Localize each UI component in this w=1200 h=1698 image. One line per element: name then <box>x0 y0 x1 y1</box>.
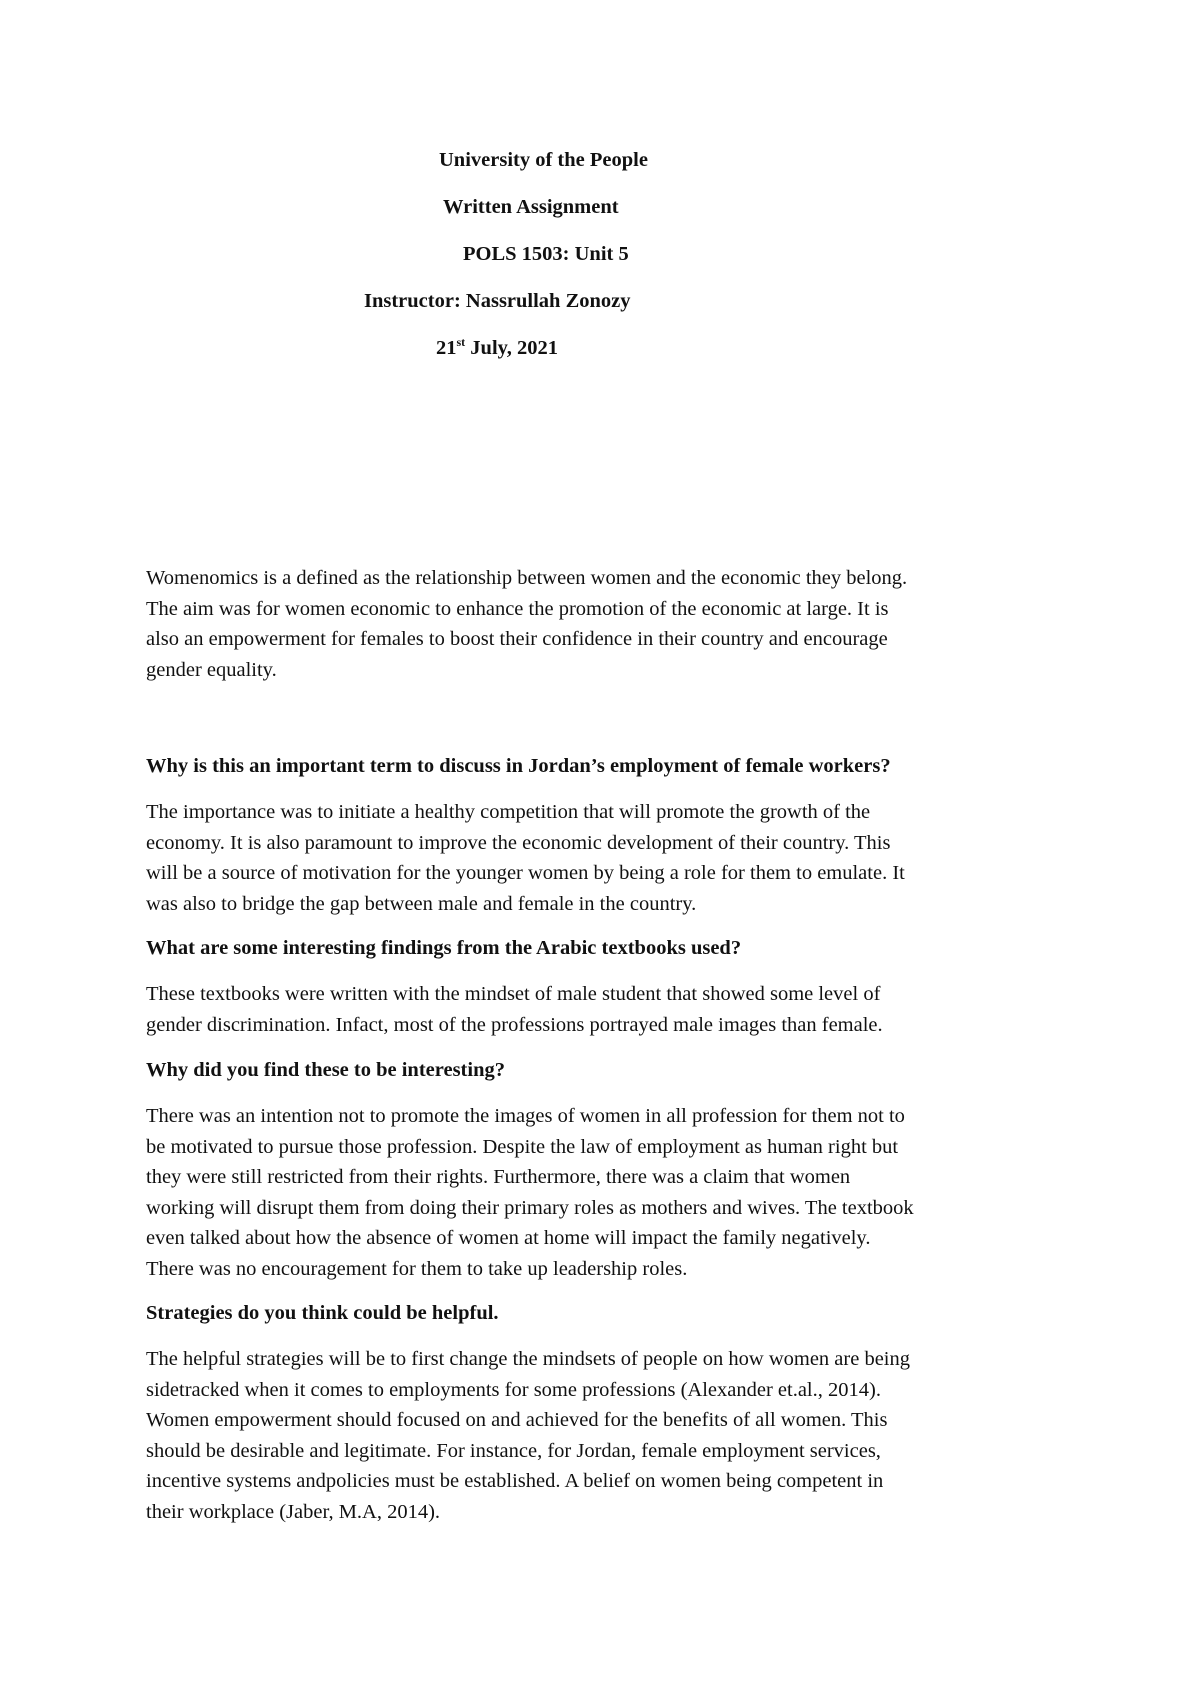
answer-line: even talked about how the absence of women at home will impact the family negatively. <box>146 1227 871 1249</box>
section-question-3 <box>146 1055 1066 1086</box>
answer-line: Women empowerment should focused on and achieved for the benefits of all women. This <box>146 1409 888 1431</box>
section-answer-1 <box>146 797 1066 919</box>
section-answer-3 <box>146 1101 1066 1284</box>
answer-line: their workplace (Jaber, M.A, 2014). <box>146 1500 441 1523</box>
answer-line: gender discrimination. Infact, most of the professions portrayed male images than female. <box>146 1013 883 1036</box>
answer-line: sidetracked when it comes to employments for some professions (Alexander et.al., 2014). <box>146 1378 881 1401</box>
date-rest: July, 2021 <box>465 337 559 359</box>
answer-line: The helpful strategies will be to first change the mindsets of people on how women are being <box>146 1348 910 1370</box>
date-day: 21 <box>436 337 457 359</box>
section-question-4 <box>146 1298 1066 1329</box>
section-question-2 <box>146 933 1066 964</box>
answer-line: was also to bridge the gap between male and female in the country. <box>146 892 697 915</box>
date-suffix: st <box>456 335 466 350</box>
section-answer-4 <box>146 1344 1066 1527</box>
answer-line: working will disrupt them from doing their primary roles as mothers and wives. The textbook <box>146 1196 914 1219</box>
question-heading: Why is this an important term to discuss in Jordan’s employment of female workers? <box>146 755 891 777</box>
course-code: POLS 1503: Unit 5 <box>463 243 629 265</box>
answer-line: will be a source of motivation for the younger women by being a role for them to emulate. It <box>146 862 905 884</box>
answer-line: The importance was to initiate a healthy competition that will promote the growth of the <box>146 801 871 823</box>
answer-line: There was no encouragement for them to take up leadership roles. <box>146 1257 688 1280</box>
instructor-name: Instructor: Nassrullah Zonozy <box>364 290 631 312</box>
intro-paragraph <box>146 563 1066 685</box>
answer-line: economy. It is also paramount to improve the economic development of their country. This <box>146 831 891 854</box>
answer-line: incentive systems andpolicies must be established. A belief on women being competent in <box>146 1470 884 1492</box>
intro-line: also an empowerment for females to boost their confidence in their country and encourage <box>146 628 888 650</box>
intro-line: gender equality. <box>146 658 277 681</box>
answer-line: be motivated to pursue those profession. Despite the law of employment as human right but <box>146 1135 899 1158</box>
assignment-title: Written Assignment <box>443 196 619 218</box>
answer-line: There was an intention not to promote the images of women in all profession for them not to <box>146 1105 905 1127</box>
intro-line: Womenomics is a defined as the relationship between women and the economic they belong. <box>146 567 908 589</box>
question-heading: Why did you find these to be interesting? <box>146 1059 505 1081</box>
question-heading: What are some interesting findings from the Arabic textbooks used? <box>146 937 742 959</box>
question-heading: Strategies do you think could be helpful. <box>146 1302 499 1324</box>
answer-line: should be desirable and legitimate. For instance, for Jordan, female employment services, <box>146 1439 881 1462</box>
university-name: University of the People <box>439 149 648 171</box>
section-question-1 <box>146 751 1066 782</box>
intro-line: The aim was for women economic to enhance the promotion of the economic at large. It is <box>146 597 889 620</box>
section-answer-2 <box>146 979 1066 1040</box>
answer-line: they were still restricted from their rights. Furthermore, there was a claim that women <box>146 1166 851 1188</box>
submission-date <box>436 336 558 360</box>
answer-line: These textbooks were written with the mindset of male student that showed some level of <box>146 983 881 1005</box>
